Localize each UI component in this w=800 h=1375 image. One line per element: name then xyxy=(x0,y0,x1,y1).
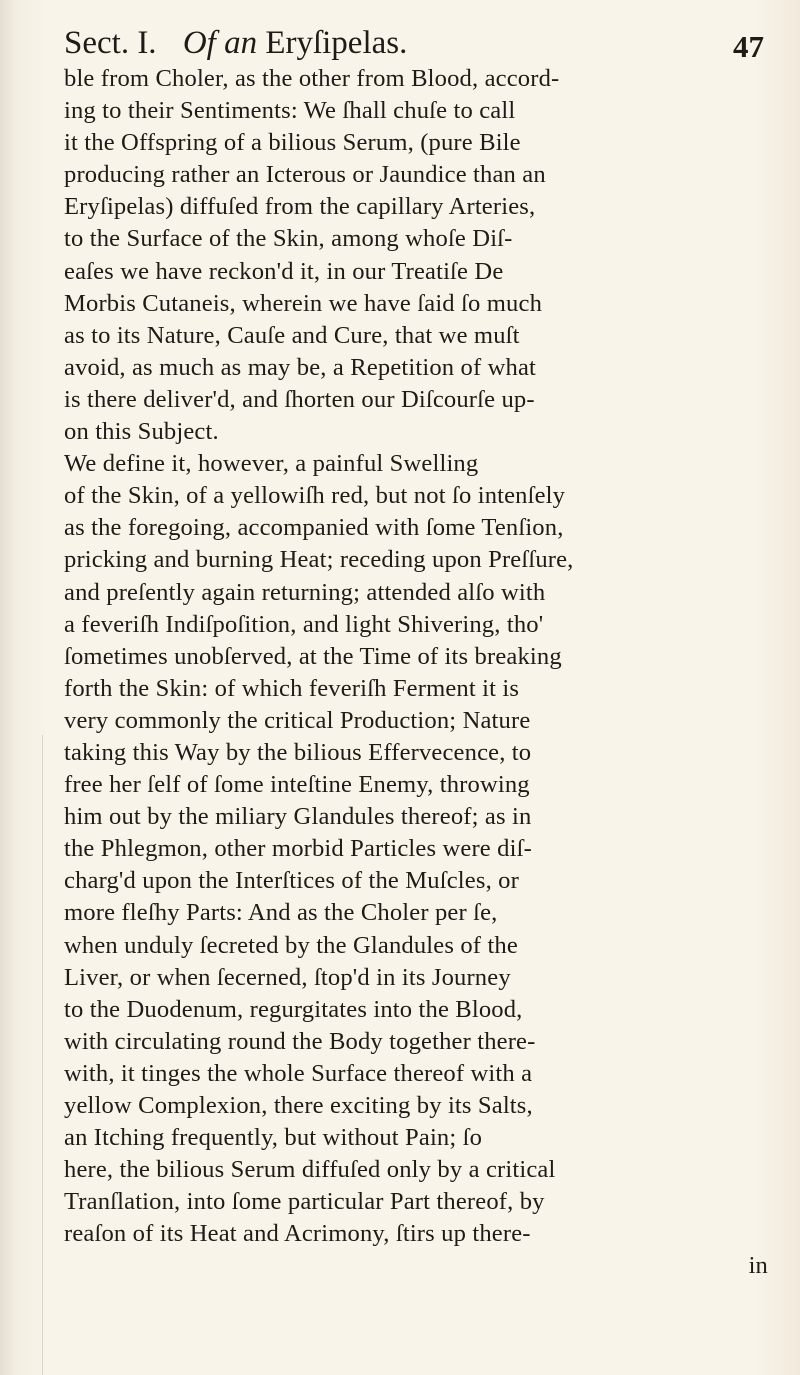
paragraph-2-line: him out by the miliary Glandules thereof; as in xyxy=(64,803,532,831)
paragraph-1-line: on this Subject. xyxy=(64,418,219,446)
catchword: in xyxy=(748,1252,768,1280)
paragraph-2-line: more fleſhy Parts: And as the Choler per ſe, xyxy=(64,899,498,927)
paragraph-2-line: of the Skin, of a yellowiſh red, but not ſo intenſely xyxy=(64,482,566,510)
paragraph-1-line: avoid, as much as may be, a Repetition of what xyxy=(64,353,537,381)
section-label: Sect. I. xyxy=(64,25,157,61)
paragraph-2-line: Liver, or when ſecerned, ſtop'd in its Journey xyxy=(64,963,511,991)
paragraph-1-line: ble from Choler, as the other from Blood, accord- xyxy=(64,65,560,92)
gutter-shadow xyxy=(0,0,18,1375)
margin-shadow-line xyxy=(42,735,43,1375)
running-head xyxy=(64,18,407,68)
paragraph-1 xyxy=(64,63,768,448)
paragraph-2-line: reaſon of its Heat and Acrimony, ſtirs up there- xyxy=(64,1220,531,1248)
paragraph-2-line: to the Duodenum, regurgitates into the Blood, xyxy=(64,995,523,1023)
paragraph-2-line: very commonly the critical Production; Nature xyxy=(64,706,531,734)
paragraph-2-line: forth the Skin: of which feveriſh Ferment it is xyxy=(64,674,520,702)
paragraph-2-line: when unduly ſecreted by the Glandules of the xyxy=(64,931,518,959)
paragraph-1-line: to the Surface of the Skin, among whoſe Diſ- xyxy=(64,225,513,253)
paragraph-1-line: as to its Nature, Cauſe and Cure, that we muſt xyxy=(64,321,520,349)
catchword-row xyxy=(64,1250,768,1282)
paragraph-1-line: Eryſipelas) diffuſed from the capillary Arteries, xyxy=(64,193,536,221)
paragraph-2-line: ſometimes unobſerved, at the Time of its breaking xyxy=(64,642,562,670)
paragraph-2-line: free her ſelf of ſome inteſtine Enemy, throwing xyxy=(64,771,530,799)
paragraph-2-line: yellow Complexion, there exciting by its Salts, xyxy=(64,1092,533,1119)
running-title: Eryſipelas. xyxy=(265,25,408,61)
paragraph-2-line: charg'd upon the Interſtices of the Muſcles, or xyxy=(64,867,519,895)
running-title-prefix: Of an xyxy=(182,25,258,61)
paragraph-2-line: and preſently again returning; attended alſo with xyxy=(64,578,546,606)
paragraph-2 xyxy=(64,448,768,1250)
paragraph-2-line: with circulating round the Body together there- xyxy=(64,1027,536,1055)
paragraph-1-line: producing rather an Icterous or Jaundice than an xyxy=(64,161,546,189)
paragraph-2-line: a feveriſh Indiſpoſition, and light Shivering, tho' xyxy=(64,610,544,638)
paragraph-2-line: Tranſlation, into ſome particular Part thereof, by xyxy=(64,1188,545,1216)
paragraph-2-line: taking this Way by the bilious Effervecence, to xyxy=(64,738,532,766)
paragraph-2-line: We define it, however, a painful Swelling xyxy=(64,450,479,478)
paragraph-2-line: with, it tinges the whole Surface thereof with a xyxy=(64,1059,533,1087)
paragraph-1-line: it the Offspring of a bilious Serum, (pure Bile xyxy=(64,129,521,157)
paragraph-2-line: pricking and burning Heat; receding upon Preſſure, xyxy=(64,546,574,574)
paragraph-2-line: as the foregoing, accompanied with ſome Tenſion, xyxy=(64,514,564,542)
body-text xyxy=(64,63,768,1282)
paragraph-2-line: an Itching frequently, but without Pain; ſo xyxy=(64,1124,483,1152)
page-number: 47 xyxy=(733,29,764,64)
page-header xyxy=(64,18,764,68)
paragraph-2-line: here, the bilious Serum diffuſed only by a critical xyxy=(64,1156,556,1184)
paragraph-1-line: eaſes we have reckon'd it, in our Treatiſe De xyxy=(64,257,504,285)
paragraph-1-line: is there deliver'd, and ſhorten our Diſcourſe up- xyxy=(64,385,535,413)
paragraph-2-line: the Phlegmon, other morbid Particles were diſ- xyxy=(64,835,532,863)
paragraph-1-line: ing to their Sentiments: We ſhall chuſe to call xyxy=(64,97,516,125)
paragraph-1-line: Morbis Cutaneis, wherein we have ſaid ſo much xyxy=(64,289,543,317)
